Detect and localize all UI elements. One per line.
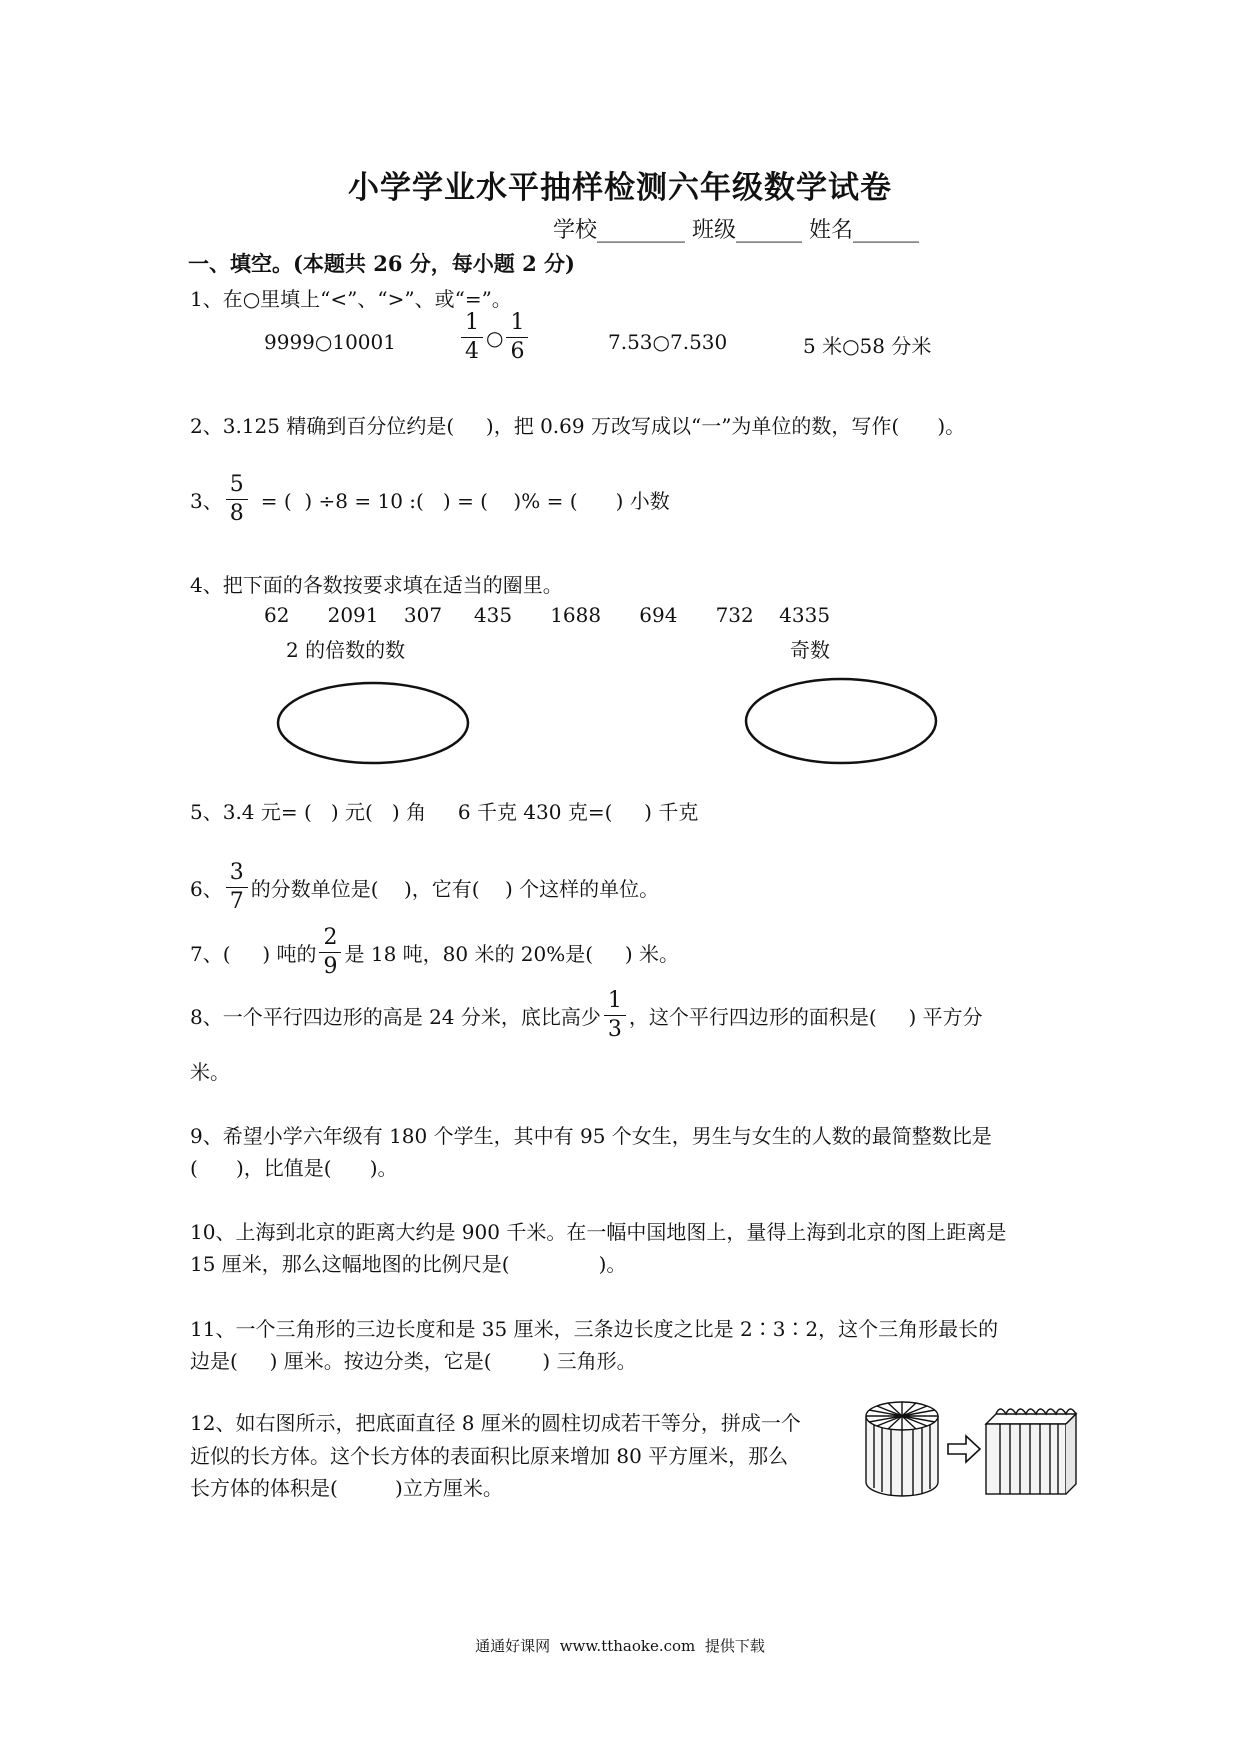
q6-prefix: 6、 xyxy=(190,877,223,901)
q1-item-a: 9999○10001 xyxy=(264,330,396,354)
question-10-line-2: 15 厘米，那么这幅地图的比例尺是( )。 xyxy=(190,1252,627,1276)
question-7 xyxy=(190,927,679,978)
q3-prefix: 3、 xyxy=(190,489,223,513)
q7-rest: 是 18 吨，80 米的 20%是( ) 米。 xyxy=(344,942,680,966)
question-1: 1、在○里填上“<”、“>”、或“=”。 xyxy=(190,287,512,311)
cylinder-to-cuboid-figure xyxy=(860,1392,1088,1502)
cuboid-icon xyxy=(986,1409,1076,1494)
question-12-line-2: 近似的长方体。这个长方体的表面积比原来增加 80 平方厘米，那么 xyxy=(190,1444,789,1468)
q1-item-b xyxy=(458,312,531,363)
cylinder-icon xyxy=(866,1402,938,1496)
answer-ellipse-right xyxy=(743,676,939,766)
page-title: 小学学业水平抽样检测六年级数学试卷 xyxy=(348,170,892,206)
frac-denominator: 6 xyxy=(506,337,528,363)
question-12-line-1: 12、如右图所示，把底面直径 8 厘米的圆柱切成若干等分，拼成一个 xyxy=(190,1411,801,1435)
frac-denominator: 3 xyxy=(604,1015,626,1041)
frac-numerator: 3 xyxy=(229,860,244,885)
question-9-line-2: ( )，比值是( )。 xyxy=(190,1156,398,1180)
frac-denominator: 4 xyxy=(461,337,483,363)
q1-fraction-right xyxy=(506,312,528,363)
compare-circle: ○ xyxy=(486,325,504,350)
q3-fraction xyxy=(226,474,248,525)
question-3 xyxy=(190,474,670,525)
q1-item-c: 7.53○7.530 xyxy=(608,330,728,354)
q7-fraction xyxy=(319,927,341,978)
q4-label-odd: 奇数 xyxy=(790,638,830,662)
frac-numerator: 1 xyxy=(510,310,525,335)
section-heading: 一、填空。(本题共 26 分，每小题 2 分) xyxy=(188,251,575,276)
frac-numerator: 1 xyxy=(465,310,479,335)
q3-rest: = ( ) ÷8 = 10 :( ) = ( )% = ( ) 小数 xyxy=(260,489,670,513)
frac-denominator: 8 xyxy=(226,499,248,525)
frac-numerator: 1 xyxy=(607,988,622,1013)
frac-denominator: 7 xyxy=(226,887,248,913)
question-11-line-2: 边是( ) 厘米。按边分类，它是( ) 三角形。 xyxy=(190,1349,637,1373)
q6-fraction xyxy=(226,862,248,913)
q6-rest: 的分数单位是( )，它有( ) 个这样的单位。 xyxy=(250,877,660,901)
question-6 xyxy=(190,862,659,913)
q8-rest: ，这个平行四边形的面积是( ) 平方分 xyxy=(628,1005,983,1029)
question-10-line-1: 10、上海到北京的距离大约是 900 千米。在一幅中国地图上，量得上海到北京的图上距离是 xyxy=(190,1220,1007,1244)
q1-item-d: 5 米○58 分米 xyxy=(803,334,932,358)
frac-denominator: 9 xyxy=(319,952,341,978)
q8-fraction xyxy=(604,990,626,1041)
q8-prefix: 8、一个平行四边形的高是 24 分米，底比高少 xyxy=(190,1005,601,1029)
question-8 xyxy=(190,990,983,1041)
frac-numerator: 5 xyxy=(229,472,244,497)
answer-ellipse-left xyxy=(275,680,471,766)
student-info-line: 学校________ 班级______ 姓名______ xyxy=(553,218,919,243)
question-4: 4、把下面的各数按要求填在适当的圈里。 xyxy=(190,573,563,597)
q1-fraction-left xyxy=(461,312,483,363)
q4-numbers: 62 2091 307 435 1688 694 732 4335 xyxy=(264,603,831,627)
arrow-right-icon xyxy=(948,1436,980,1462)
footer-download-note: 通通好课网 www.tthaoke.com 提供下载 xyxy=(475,1637,765,1655)
q8-line-2: 米。 xyxy=(190,1060,230,1084)
frac-numerator: 2 xyxy=(323,925,338,950)
question-5: 5、3.4 元= ( ) 元( ) 角 6 千克 430 克=( ) 千克 xyxy=(190,800,699,824)
question-12-line-3: 长方体的体积是( )立方厘米。 xyxy=(190,1476,503,1500)
q4-label-multiples-of-2: 2 的倍数的数 xyxy=(286,638,406,662)
question-11-line-1: 11、一个三角形的三边长度和是 35 厘米，三条边长度之比是 2∶3∶2，这个三角形最长的 xyxy=(190,1317,999,1341)
question-9-line-1: 9、希望小学六年级有 180 个学生，其中有 95 个女生，男生与女生的人数的最简整数比是 xyxy=(190,1124,992,1148)
q7-prefix: 7、( ) 吨的 xyxy=(190,942,317,966)
question-2: 2、3.125 精确到百分位约是( )，把 0.69 万改写成以“一”为单位的数，写作( )。 xyxy=(190,414,966,438)
